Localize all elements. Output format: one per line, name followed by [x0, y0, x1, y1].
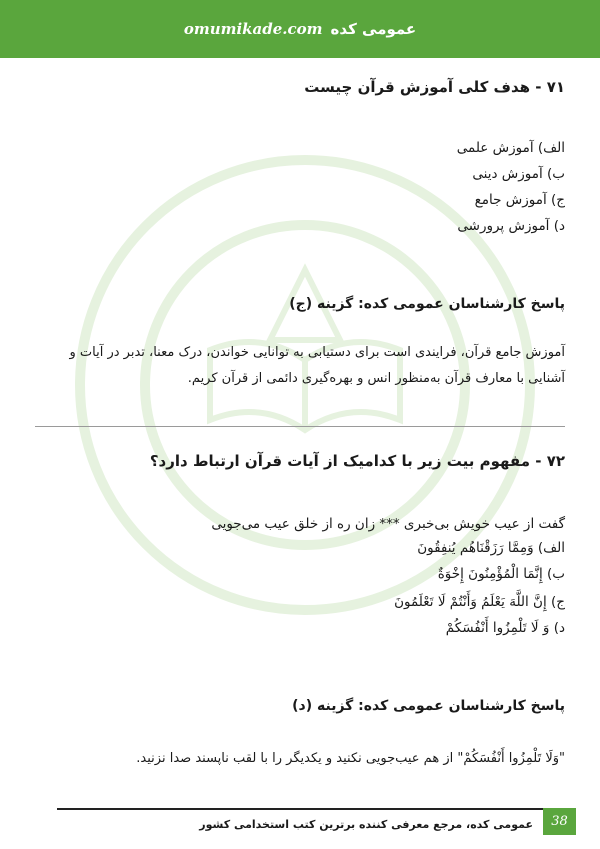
question-71-explanation: آموزش جامع قرآن، فرایندی است برای دستیابی به توانایی خواندن، درک معنا، تدبر در آیات و آشنایی با معارف قرآن به‌منظور انس و بهره‌گیری دائمی از قرآن کریم.	[69, 345, 565, 386]
question-72-option-d: د) وَ لَا تَلْمِزُوا أَنْفُسَکُمْ	[445, 620, 565, 636]
question-72-explanation: "وَلَا تَلْمِزُوا أَنْفُسَکُمْ" از هم عیب‌جویی نکنید و یکدیگر را با لقب ناپسند صدا نزنید.	[136, 751, 565, 766]
page-header	[0, 0, 600, 58]
question-71-title: ۷۱ - هدف کلی آموزش قرآن چیست	[304, 78, 565, 96]
question-71-option-c: ج) آموزش جامع	[474, 192, 565, 208]
question-72-option-b: ب) إِنَّمَا الْمُؤْمِنُونَ إِخْوَةٌ	[437, 566, 565, 582]
page-number: 38	[543, 808, 576, 835]
question-72-title: ۷۲ - مفهوم بیت زیر با کدامیک از آیات قرآن ارتباط دارد؟	[149, 452, 565, 470]
question-71-option-b: ب) آموزش دینی	[472, 166, 565, 182]
question-71-answer-title: پاسخ کارشناسان عمومی کده: گزینه (ج)	[289, 296, 565, 312]
section-divider	[35, 426, 565, 427]
question-71-option-a: الف) آموزش علمی	[456, 140, 565, 156]
question-72-verse: گفت از عیب خویش بی‌خبری *** زان ره از خلق عیب می‌جویی	[211, 516, 565, 532]
question-71-option-d: د) آموزش پرورشی	[457, 218, 565, 234]
site-name: عمومی کده	[330, 20, 417, 38]
site-url[interactable]: omumikade.com	[183, 20, 323, 38]
question-72-option-c: ج) إِنَّ اللَّهَ یَعْلَمُ وَأَنْتُمْ لَا تَعْلَمُونَ	[394, 594, 565, 610]
footer-tagline: عمومی کده، مرجع معرفی کننده برترین کتب استخدامی کشور	[199, 818, 533, 831]
footer-rule	[57, 808, 543, 810]
question-72-answer-title: پاسخ کارشناسان عمومی کده: گزینه (د)	[292, 698, 565, 714]
question-72-option-a: الف) وَمِمَّا رَزَقْنَاهُم یُنفِقُونَ	[417, 540, 565, 556]
